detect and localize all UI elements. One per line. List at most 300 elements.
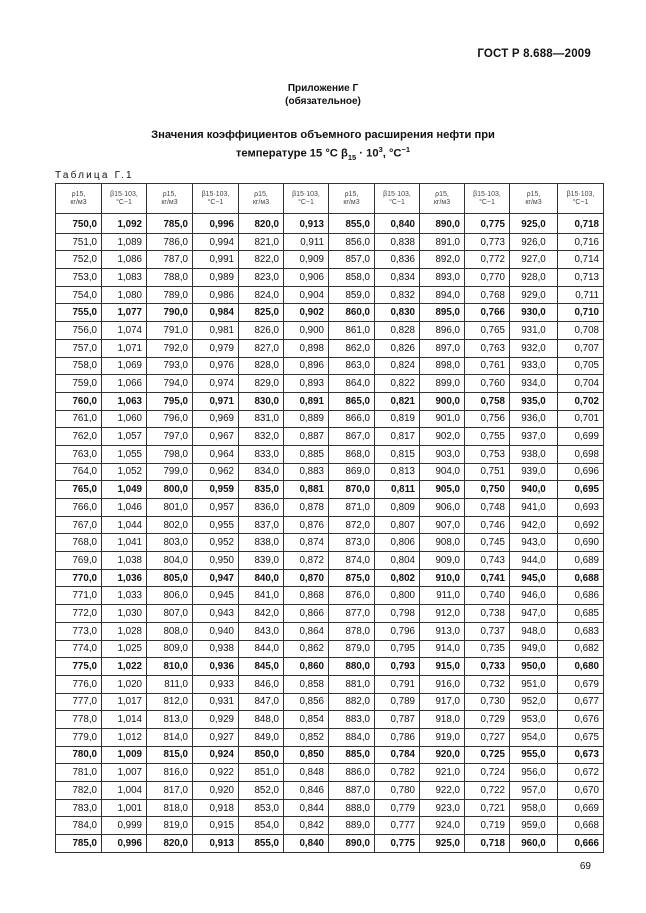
coefficient-cell: 0,738 [465,605,510,623]
coefficient-cell: 0,683 [558,622,604,640]
density-cell: 847,0 [239,693,284,711]
coefficient-cell: 0,718 [465,835,510,853]
density-cell: 879,0 [329,640,375,658]
table-row [56,693,604,711]
density-cell: 940,0 [510,481,558,499]
coefficient-cell: 0,834 [375,269,420,287]
coefficient-cell: 0,740 [465,587,510,605]
coefficient-cell: 0,860 [284,658,329,676]
density-cell: 808,0 [147,622,193,640]
coefficient-cell: 0,964 [193,445,239,463]
density-cell: 791,0 [147,322,193,340]
coefficient-cell: 0,787 [375,711,420,729]
coefficient-cell: 0,753 [465,445,510,463]
density-cell: 788,0 [147,269,193,287]
density-cell: 887,0 [329,782,375,800]
density-cell: 839,0 [239,552,284,570]
coefficient-cell: 0,959 [193,481,239,499]
title-line-1: Значения коэффициентов объемного расширения нефти при [151,129,495,141]
density-cell: 798,0 [147,445,193,463]
table-row [56,605,604,623]
coefficient-cell: 0,699 [558,428,604,446]
coefficient-cell: 0,822 [375,375,420,393]
density-cell: 762,0 [56,428,102,446]
density-cell: 958,0 [510,799,558,817]
coefficient-column-header: β15·103, °С−1 [375,184,420,214]
table-row [56,711,604,729]
density-cell: 933,0 [510,357,558,375]
density-cell: 953,0 [510,711,558,729]
density-cell: 869,0 [329,463,375,481]
coefficient-cell: 1,080 [102,286,147,304]
density-cell: 877,0 [329,605,375,623]
density-cell: 924,0 [420,817,465,835]
coefficient-cell: 0,840 [284,835,329,853]
table-body [56,214,604,853]
density-cell: 888,0 [329,799,375,817]
density-cell: 957,0 [510,782,558,800]
density-cell: 946,0 [510,587,558,605]
density-cell: 896,0 [420,322,465,340]
coefficient-cell: 0,891 [284,392,329,410]
density-column-header: ρ15, кг/м3 [147,184,193,214]
density-cell: 889,0 [329,817,375,835]
density-cell: 880,0 [329,658,375,676]
density-cell: 773,0 [56,622,102,640]
density-cell: 854,0 [239,817,284,835]
density-cell: 801,0 [147,499,193,517]
table-row [56,764,604,782]
coefficient-cell: 1,049 [102,481,147,499]
density-cell: 855,0 [239,835,284,853]
density-cell: 873,0 [329,534,375,552]
density-cell: 755,0 [56,304,102,322]
coefficient-cell: 0,798 [375,605,420,623]
density-cell: 909,0 [420,552,465,570]
density-cell: 838,0 [239,534,284,552]
density-cell: 875,0 [329,569,375,587]
coefficient-cell: 1,020 [102,675,147,693]
coefficient-cell: 0,866 [284,605,329,623]
coefficient-cell: 0,690 [558,534,604,552]
density-cell: 837,0 [239,516,284,534]
coefficient-cell: 0,669 [558,799,604,817]
coefficient-cell: 1,086 [102,251,147,269]
density-cell: 775,0 [56,658,102,676]
coefficient-cell: 0,885 [284,445,329,463]
coefficient-cell: 0,686 [558,587,604,605]
coefficient-cell: 0,772 [465,251,510,269]
coefficient-cell: 0,743 [465,552,510,570]
density-cell: 928,0 [510,269,558,287]
coefficient-cell: 1,009 [102,746,147,764]
density-cell: 865,0 [329,392,375,410]
density-cell: 782,0 [56,782,102,800]
density-cell: 820,0 [147,835,193,853]
coefficient-cell: 0,883 [284,463,329,481]
coefficient-cell: 1,074 [102,322,147,340]
coefficient-cell: 0,745 [465,534,510,552]
density-cell: 886,0 [329,764,375,782]
coefficient-cell: 1,030 [102,605,147,623]
table-row [56,658,604,676]
density-cell: 901,0 [420,410,465,428]
density-cell: 786,0 [147,233,193,251]
coefficient-cell: 0,947 [193,569,239,587]
coefficient-cell: 0,730 [465,693,510,711]
coefficient-cell: 0,701 [558,410,604,428]
coefficient-cell: 0,999 [102,817,147,835]
coefficient-cell: 0,994 [193,233,239,251]
density-cell: 907,0 [420,516,465,534]
coefficient-cell: 0,856 [284,693,329,711]
coefficient-cell: 0,711 [558,286,604,304]
coefficient-cell: 0,989 [193,269,239,287]
coefficient-cell: 0,729 [465,711,510,729]
coefficient-cell: 0,828 [375,322,420,340]
density-column-header: ρ15, кг/м3 [329,184,375,214]
coefficient-cell: 0,698 [558,445,604,463]
density-cell: 825,0 [239,304,284,322]
density-cell: 918,0 [420,711,465,729]
density-cell: 895,0 [420,304,465,322]
table-row [56,392,604,410]
density-cell: 930,0 [510,304,558,322]
density-column-header: ρ15, кг/м3 [510,184,558,214]
coefficient-cell: 0,904 [284,286,329,304]
coefficient-cell: 0,893 [284,375,329,393]
coefficient-cell: 0,929 [193,711,239,729]
density-cell: 849,0 [239,728,284,746]
density-cell: 861,0 [329,322,375,340]
density-column-header: ρ15, кг/м3 [239,184,284,214]
density-cell: 951,0 [510,675,558,693]
density-cell: 876,0 [329,587,375,605]
density-cell: 890,0 [329,835,375,853]
density-cell: 840,0 [239,569,284,587]
density-cell: 922,0 [420,782,465,800]
title-line-2: температуре 15 °С $\beta_{15} \cdot 10^3$, $^\circ С^{-1}$ [235,144,411,162]
coefficient-cell: 0,680 [558,658,604,676]
coefficient-cell: 0,689 [558,552,604,570]
coefficient-cell: 1,025 [102,640,147,658]
coefficient-cell: 0,915 [193,817,239,835]
coefficient-cell: 0,846 [284,782,329,800]
density-cell: 809,0 [147,640,193,658]
table-row [56,357,604,375]
density-cell: 855,0 [329,214,375,234]
density-cell: 829,0 [239,375,284,393]
coefficient-cell: 0,981 [193,322,239,340]
coefficient-cell: 0,761 [465,357,510,375]
coefficient-cell: 0,969 [193,410,239,428]
density-cell: 789,0 [147,286,193,304]
density-cell: 914,0 [420,640,465,658]
table-row [56,534,604,552]
density-cell: 926,0 [510,233,558,251]
density-cell: 813,0 [147,711,193,729]
density-cell: 841,0 [239,587,284,605]
density-cell: 804,0 [147,552,193,570]
density-cell: 917,0 [420,693,465,711]
coefficient-cell: 0,668 [558,817,604,835]
density-cell: 812,0 [147,693,193,711]
table-row [56,445,604,463]
density-cell: 950,0 [510,658,558,676]
coefficient-cell: 0,766 [465,304,510,322]
coefficient-cell: 0,676 [558,711,604,729]
coefficient-cell: 0,840 [375,214,420,234]
coefficient-cell: 0,878 [284,499,329,517]
coefficient-cell: 0,920 [193,782,239,800]
coefficient-cell: 0,821 [375,392,420,410]
coefficient-cell: 0,714 [558,251,604,269]
density-cell: 868,0 [329,445,375,463]
density-cell: 833,0 [239,445,284,463]
density-cell: 908,0 [420,534,465,552]
coefficient-cell: 1,057 [102,428,147,446]
coefficient-cell: 0,692 [558,516,604,534]
coefficient-cell: 0,852 [284,728,329,746]
density-cell: 803,0 [147,534,193,552]
coefficient-cell: 0,844 [284,799,329,817]
coefficient-cell: 0,943 [193,605,239,623]
density-cell: 811,0 [147,675,193,693]
density-cell: 956,0 [510,764,558,782]
density-column-header: ρ15, кг/м3 [420,184,465,214]
coefficient-cell: 0,832 [375,286,420,304]
coefficient-cell: 0,830 [375,304,420,322]
density-cell: 884,0 [329,728,375,746]
density-cell: 781,0 [56,764,102,782]
coefficient-cell: 0,773 [465,233,510,251]
coefficient-cell: 0,971 [193,392,239,410]
density-cell: 883,0 [329,711,375,729]
density-cell: 874,0 [329,552,375,570]
density-cell: 793,0 [147,357,193,375]
coefficient-cell: 1,017 [102,693,147,711]
table-row [56,675,604,693]
coefficient-cell: 0,770 [465,269,510,287]
density-cell: 760,0 [56,392,102,410]
coefficient-column-header: β15·103, °С−1 [102,184,147,214]
coefficient-cell: 0,696 [558,463,604,481]
density-cell: 846,0 [239,675,284,693]
density-cell: 925,0 [420,835,465,853]
coefficient-cell: 0,974 [193,375,239,393]
coefficient-cell: 1,014 [102,711,147,729]
expansion-coefficients-table [55,183,604,853]
coefficient-cell: 1,038 [102,552,147,570]
coefficient-cell: 0,962 [193,463,239,481]
coefficient-cell: 0,945 [193,587,239,605]
density-cell: 751,0 [56,233,102,251]
coefficient-cell: 1,046 [102,499,147,517]
density-cell: 934,0 [510,375,558,393]
density-cell: 796,0 [147,410,193,428]
coefficient-cell: 0,675 [558,728,604,746]
density-cell: 912,0 [420,605,465,623]
coefficient-cell: 0,719 [465,817,510,835]
coefficient-cell: 1,071 [102,339,147,357]
table-row [56,463,604,481]
density-cell: 776,0 [56,675,102,693]
density-cell: 937,0 [510,428,558,446]
coefficient-cell: 0,682 [558,640,604,658]
density-cell: 844,0 [239,640,284,658]
density-cell: 845,0 [239,658,284,676]
coefficient-cell: 0,813 [375,463,420,481]
coefficient-cell: 0,779 [375,799,420,817]
coefficient-cell: 0,933 [193,675,239,693]
table-row [56,481,604,499]
density-cell: 892,0 [420,251,465,269]
coefficient-cell: 0,976 [193,357,239,375]
density-cell: 913,0 [420,622,465,640]
density-cell: 757,0 [56,339,102,357]
coefficient-cell: 0,876 [284,516,329,534]
coefficient-cell: 0,775 [375,835,420,853]
coefficient-cell: 1,012 [102,728,147,746]
coefficient-cell: 0,672 [558,764,604,782]
coefficient-cell: 1,052 [102,463,147,481]
coefficient-cell: 1,069 [102,357,147,375]
coefficient-cell: 0,758 [465,392,510,410]
coefficient-cell: 0,804 [375,552,420,570]
density-cell: 932,0 [510,339,558,357]
coefficient-cell: 0,679 [558,675,604,693]
density-cell: 783,0 [56,799,102,817]
coefficient-cell: 0,721 [465,799,510,817]
table-label: Таблица Г.1 [55,170,134,181]
coefficient-cell: 0,824 [375,357,420,375]
density-cell: 939,0 [510,463,558,481]
density-cell: 890,0 [420,214,465,234]
density-cell: 902,0 [420,428,465,446]
density-cell: 765,0 [56,481,102,499]
density-cell: 863,0 [329,357,375,375]
document-title [0,128,646,165]
density-cell: 767,0 [56,516,102,534]
density-cell: 843,0 [239,622,284,640]
density-cell: 822,0 [239,251,284,269]
coefficient-cell: 0,707 [558,339,604,357]
coefficient-cell: 0,807 [375,516,420,534]
coefficient-cell: 0,874 [284,534,329,552]
density-cell: 752,0 [56,251,102,269]
coefficient-cell: 0,811 [375,481,420,499]
density-cell: 835,0 [239,481,284,499]
coefficient-cell: 0,868 [284,587,329,605]
coefficient-cell: 0,708 [558,322,604,340]
density-cell: 768,0 [56,534,102,552]
coefficient-cell: 0,815 [375,445,420,463]
density-cell: 814,0 [147,728,193,746]
density-cell: 771,0 [56,587,102,605]
density-cell: 777,0 [56,693,102,711]
density-cell: 795,0 [147,392,193,410]
density-cell: 827,0 [239,339,284,357]
coefficient-cell: 0,819 [375,410,420,428]
density-cell: 856,0 [329,233,375,251]
coefficient-cell: 0,724 [465,764,510,782]
coefficient-cell: 0,670 [558,782,604,800]
coefficient-cell: 0,858 [284,675,329,693]
density-cell: 942,0 [510,516,558,534]
density-cell: 817,0 [147,782,193,800]
density-cell: 779,0 [56,728,102,746]
coefficient-cell: 0,704 [558,375,604,393]
density-cell: 931,0 [510,322,558,340]
density-cell: 941,0 [510,499,558,517]
density-cell: 821,0 [239,233,284,251]
coefficient-cell: 0,854 [284,711,329,729]
density-cell: 761,0 [56,410,102,428]
density-cell: 819,0 [147,817,193,835]
density-cell: 797,0 [147,428,193,446]
coefficient-cell: 0,864 [284,622,329,640]
density-cell: 920,0 [420,746,465,764]
density-cell: 826,0 [239,322,284,340]
coefficient-cell: 0,786 [375,728,420,746]
coefficient-cell: 1,007 [102,764,147,782]
table-row [56,304,604,322]
coefficient-cell: 0,802 [375,569,420,587]
density-cell: 832,0 [239,428,284,446]
density-cell: 753,0 [56,269,102,287]
coefficient-cell: 1,001 [102,799,147,817]
coefficient-cell: 0,862 [284,640,329,658]
density-cell: 893,0 [420,269,465,287]
page-number: 69 [579,861,591,872]
coefficient-cell: 0,768 [465,286,510,304]
density-cell: 784,0 [56,817,102,835]
coefficient-cell: 0,817 [375,428,420,446]
density-cell: 818,0 [147,799,193,817]
density-cell: 772,0 [56,605,102,623]
density-cell: 935,0 [510,392,558,410]
density-cell: 927,0 [510,251,558,269]
coefficient-cell: 1,033 [102,587,147,605]
density-cell: 815,0 [147,746,193,764]
density-cell: 948,0 [510,622,558,640]
coefficient-cell: 1,089 [102,233,147,251]
density-cell: 774,0 [56,640,102,658]
density-cell: 900,0 [420,392,465,410]
density-cell: 805,0 [147,569,193,587]
coefficient-cell: 1,044 [102,516,147,534]
density-cell: 830,0 [239,392,284,410]
density-cell: 857,0 [329,251,375,269]
coefficient-cell: 0,979 [193,339,239,357]
table-row [56,569,604,587]
coefficient-cell: 0,870 [284,569,329,587]
coefficient-cell: 0,751 [465,463,510,481]
density-cell: 842,0 [239,605,284,623]
table-row [56,322,604,340]
density-cell: 836,0 [239,499,284,517]
density-cell: 878,0 [329,622,375,640]
density-cell: 853,0 [239,799,284,817]
coefficient-cell: 1,066 [102,375,147,393]
coefficient-cell: 0,887 [284,428,329,446]
density-cell: 864,0 [329,375,375,393]
coefficient-cell: 0,733 [465,658,510,676]
table-row [56,516,604,534]
table-row [56,375,604,393]
density-cell: 906,0 [420,499,465,517]
coefficient-cell: 0,922 [193,764,239,782]
